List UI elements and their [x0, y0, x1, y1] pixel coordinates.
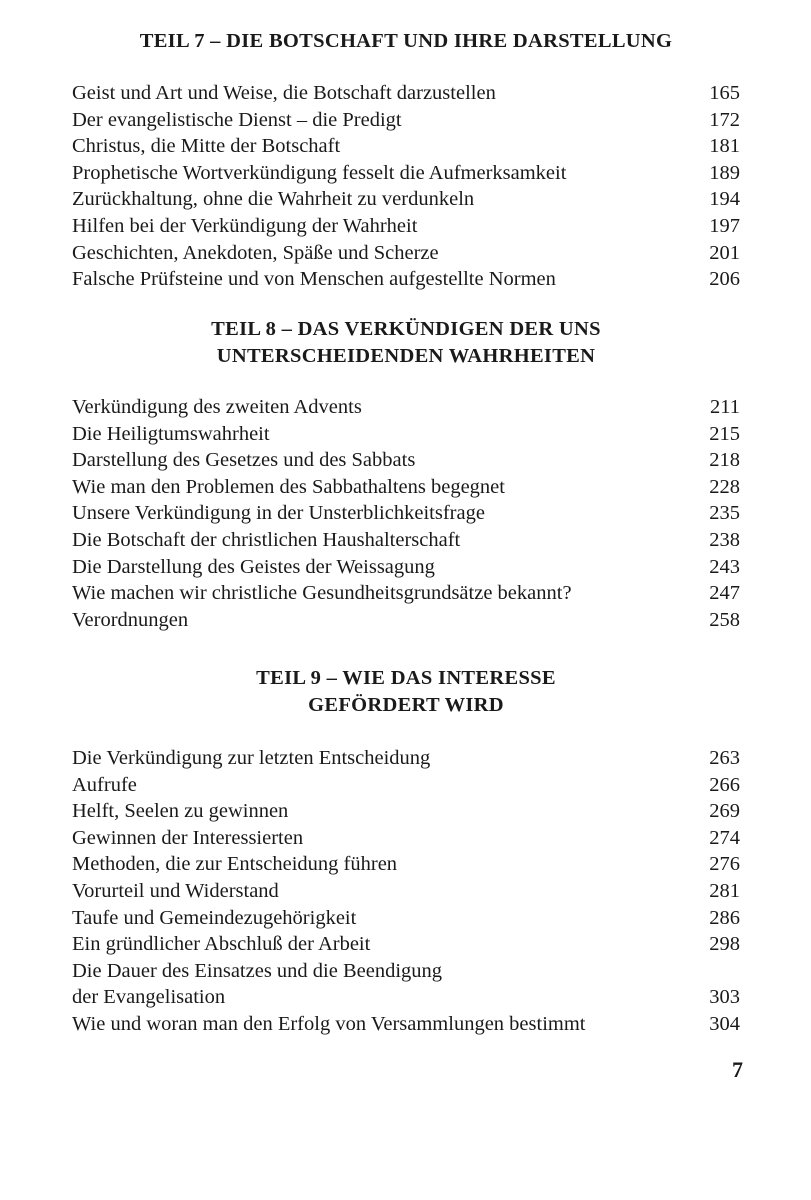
- toc-entry: [72, 447, 740, 474]
- toc-entry-page: 206: [709, 268, 740, 291]
- toc-entry-page: 258: [709, 608, 740, 631]
- toc-entry: [72, 851, 740, 878]
- toc-entry: [72, 825, 740, 852]
- toc-entry-page: 235: [709, 502, 740, 525]
- toc-entry-title: Unsere Verkündigung in der Unsterblichkeitsfrage: [72, 502, 485, 525]
- toc-entry-title: Wie machen wir christliche Gesundheitsgrundsätze bekannt?: [72, 582, 572, 605]
- section-teil-9: [72, 665, 740, 1038]
- toc-entry-title: Gewinnen der Interessierten: [72, 826, 304, 849]
- toc-entry: [72, 1011, 740, 1038]
- toc-entry: [72, 266, 740, 293]
- section-heading: [72, 316, 740, 370]
- toc-entry-page: 218: [709, 449, 740, 472]
- toc-entry-page: 197: [709, 214, 740, 237]
- toc-entry-title: Die Verkündigung zur letzten Entscheidung: [72, 747, 431, 769]
- toc-entry: [72, 421, 740, 448]
- toc-entry-page: 238: [709, 528, 740, 551]
- toc-entry: [72, 931, 740, 958]
- toc-entry: [72, 772, 740, 799]
- page-number: 7: [732, 1057, 743, 1082]
- toc-entry: [72, 160, 740, 187]
- toc-entry-page: 194: [709, 188, 740, 211]
- toc-entry-title: Prophetische Wortverkündigung fesselt die Aufmerksamkeit: [72, 161, 567, 184]
- toc-entry-title: Die Dauer des Einsatzes und die Beendigung der Evangelisation: [72, 959, 443, 1009]
- toc-entry-title: Wie und woran man den Erfolg von Versammlungen bestimmt: [72, 1012, 586, 1035]
- toc-entry: [72, 878, 740, 905]
- toc-entry-title: Vorurteil und Widerstand: [72, 879, 279, 902]
- toc-entry-page: 304: [709, 1012, 740, 1035]
- toc-entry-page: 215: [709, 422, 740, 445]
- toc-entry-title: Taufe und Gemeindezugehörigkeit: [72, 906, 357, 929]
- toc-entry: [72, 527, 740, 554]
- toc-entry-title: Zurückhaltung, ohne die Wahrheit zu verdunkeln: [72, 188, 475, 211]
- toc-entry-page: 286: [709, 906, 740, 929]
- toc-entry: [72, 798, 740, 825]
- toc-entry-page: 201: [709, 241, 740, 264]
- toc-entry-page: 281: [709, 879, 740, 902]
- toc-entry-title: Die Botschaft der christlichen Haushalterschaft: [72, 528, 461, 551]
- toc-entries: [72, 80, 740, 293]
- toc-entry: [72, 213, 740, 240]
- toc-entry-title: Geschichten, Anekdoten, Späße und Scherze: [72, 241, 439, 264]
- toc-entry-title: Die Heiligtumswahrheit: [72, 422, 270, 445]
- section-teil-7: [72, 28, 740, 293]
- toc-entry-page: 189: [709, 161, 740, 184]
- toc-entry-page: 276: [709, 853, 740, 876]
- toc-entry: [72, 474, 740, 501]
- toc-entries: [72, 745, 740, 1038]
- toc-entry-title: Falsche Prüfsteine und von Menschen aufgestellte Normen: [72, 268, 556, 291]
- toc-entry-title: Darstellung des Gesetzes und des Sabbats: [72, 449, 416, 472]
- toc-entry-page: 269: [709, 800, 740, 823]
- toc-entry-page: 181: [709, 135, 740, 158]
- toc-entry-title: Wie man den Problemen des Sabbathaltens begegnet: [72, 475, 505, 498]
- toc-entry: [72, 240, 740, 267]
- toc-entry: [72, 107, 740, 134]
- section-teil-8: [72, 316, 740, 633]
- section-heading-line: UNTERSCHEIDENDEN WAHRHEITEN: [216, 345, 596, 367]
- section-heading-line: GEFÖRDERT WIRD: [308, 694, 504, 716]
- toc-entry-title: Ein gründlicher Abschluß der Arbeit: [72, 933, 371, 956]
- toc-entry-title: Helft, Seelen zu gewinnen: [72, 800, 289, 823]
- toc-entry-page: 165: [709, 82, 740, 104]
- section-heading: [72, 665, 740, 719]
- toc-entry-title: Aufrufe: [72, 773, 137, 796]
- toc-entry-title: Die Darstellung des Geistes der Weissagung: [72, 555, 435, 578]
- toc-entry-title: Methoden, die zur Entscheidung führen: [72, 853, 398, 876]
- section-heading-line: TEIL 7 – DIE BOTSCHAFT UND IHRE DARSTELLUNG: [139, 30, 673, 52]
- section-heading-line: TEIL 8 – DAS VERKÜNDIGEN DER UNS: [211, 318, 601, 340]
- toc-entry-page: 263: [709, 747, 740, 769]
- toc-entry-page: 274: [709, 826, 740, 849]
- toc-entry-title: Verordnungen: [72, 608, 189, 631]
- toc-entry-title: Verkündigung des zweiten Advents: [72, 396, 362, 418]
- toc-entry: [72, 500, 740, 527]
- toc-entry-page: 298: [709, 933, 740, 956]
- toc-entry-page: 303: [709, 986, 740, 1009]
- toc-entry-title: Christus, die Mitte der Botschaft: [72, 135, 341, 158]
- toc-entry-page: 172: [709, 108, 740, 131]
- toc-entry: [72, 133, 740, 160]
- toc-entry: [72, 80, 740, 107]
- toc-entries: [72, 394, 740, 633]
- toc-entry: [72, 394, 740, 421]
- toc-entry: [72, 745, 740, 772]
- toc-entry: [72, 580, 740, 607]
- section-heading: [72, 28, 740, 55]
- toc-entry: [72, 607, 740, 634]
- toc-entry-page: 247: [709, 582, 740, 605]
- toc-entry: [72, 905, 740, 932]
- toc-entry-title: Geist und Art und Weise, die Botschaft darzustellen: [72, 82, 496, 104]
- toc-entry: [72, 186, 740, 213]
- toc-entry: [72, 554, 740, 581]
- toc-entry-title: Hilfen bei der Verkündigung der Wahrheit: [72, 214, 418, 237]
- toc-entry-title: Der evangelistische Dienst – die Predigt: [72, 108, 402, 131]
- toc-entry: [72, 958, 740, 1011]
- toc-entry-page: 266: [709, 773, 740, 796]
- toc-entry-page: 228: [709, 475, 740, 498]
- toc-entry-page: 243: [709, 555, 740, 578]
- section-heading-line: TEIL 9 – WIE DAS INTERESSE: [256, 667, 556, 689]
- toc-entry-page: 211: [710, 396, 740, 418]
